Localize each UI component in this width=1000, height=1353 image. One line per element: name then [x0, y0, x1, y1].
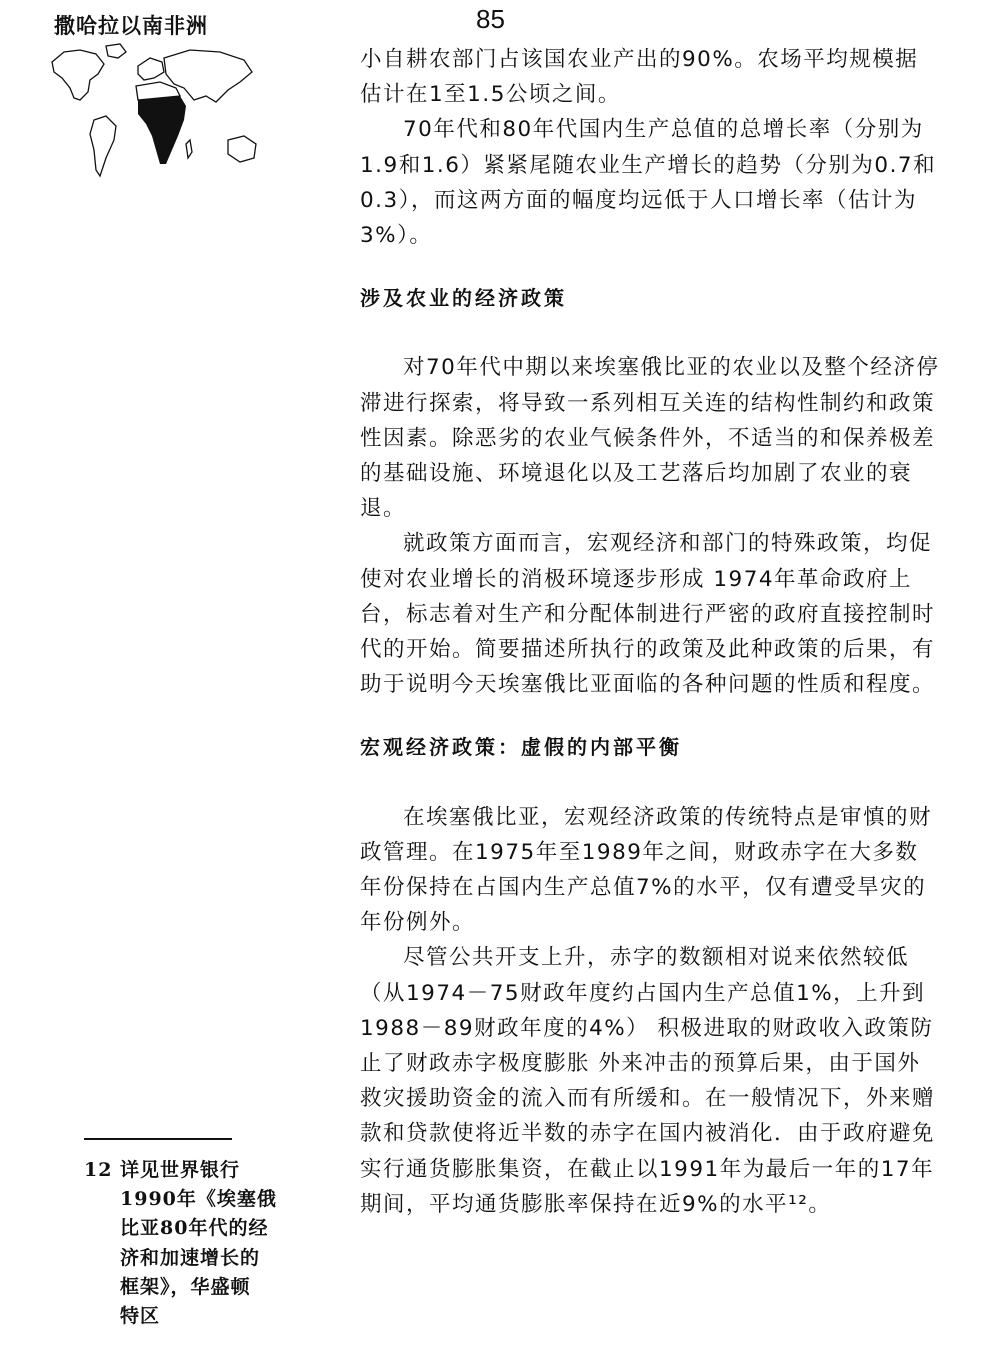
footnote-line: 比亚80年代的经: [120, 1217, 269, 1240]
footnote-line: 框架》，华盛顿: [120, 1275, 251, 1298]
europe-outline: [138, 58, 164, 80]
footnote-line: 1990年《埃塞俄: [120, 1188, 277, 1211]
footnote-number: 12: [84, 1159, 113, 1181]
footnote-line: 特区: [120, 1305, 161, 1328]
paragraph: 就政策方面而言，宏观经济和部门的特殊政策，均促使对农业增长的消极环境逐步形成 1974年革命政府上台，标志着对生产和分配体制进行严密的政府直接控制时代的开始。简要描述所执行的政策及此种政策的后果，有助于说明今天埃塞俄比亚面临的各种问题的性质和程度。: [360, 531, 936, 698]
madagascar-outline: [186, 140, 192, 158]
region-label: 撒哈拉以南非洲: [54, 13, 208, 38]
sub-saharan-africa-region: [138, 96, 186, 164]
section-heading: 涉及农业的经济政策: [360, 286, 567, 311]
paragraph: 对70年代中期以来埃塞俄比亚的农业以及整个经济停滞进行探索，将导致一系列相互关连的结构性制约和政策性因素。除恶劣的农业气候条件外，不适当的和保养极差的基础设施、环境退化以及工艺落后均加剧了农业的衰退。: [360, 355, 940, 522]
body-text: [360, 42, 940, 1222]
footnote-first-line: [84, 1156, 294, 1185]
world-map-icon: [40, 40, 270, 188]
page-number: 85: [476, 4, 505, 34]
asia-outline: [164, 50, 252, 102]
australia-outline: [228, 136, 256, 162]
greenland-outline: [106, 44, 126, 58]
footnote-line: 详见世界银行: [120, 1159, 241, 1181]
paragraph: 70年代和80年代国内生产总值的总增长率（分别为1.9和1.6）紧紧尾随农业生产增长的趋势（分别为0.7和0.3），而这两方面的幅度均远低于人口增长率（估计为3%）。: [360, 117, 937, 249]
section-heading: 宏观经济政策：虚假的内部平衡: [360, 735, 682, 760]
footnote-line: 济和加速增长的: [120, 1246, 261, 1269]
paragraph: 在埃塞俄比亚，宏观经济政策的传统特点是审慎的财政管理。在1975年至1989年之间，财政赤字在大多数年份保持在占国内生产总值7%的水平，仅有遭受旱灾的年份例外。: [360, 804, 933, 936]
south-america-outline: [90, 116, 116, 176]
north-america-outline: [52, 50, 104, 100]
footnote: [84, 1156, 294, 1331]
paragraph: 尽管公共开支上升，赤字的数额相对说来依然较低（从1974－75财政年度约占国内生产总值1%，上升到1988－89财政年度的4%） 积极进取的财政收入政策防止了财政赤字极度膨胀 外来冲击的预算后果，由于国外救灾援助资金的流入而有所缓和。在一般情况下，外来赠款和贷款使将近半数的赤字在国内被消化．由于政府避免实行通货膨胀集资，在截止以1991年为最后一年的17年期间，平均通货膨胀率保持在近9%的水平¹²。: [360, 945, 936, 1217]
footnote-divider: [84, 1138, 232, 1140]
paragraph: 小自耕农部门占该国农业产出的90%。农场平均规模据估计在1至1.5公顷之间。: [360, 47, 919, 108]
